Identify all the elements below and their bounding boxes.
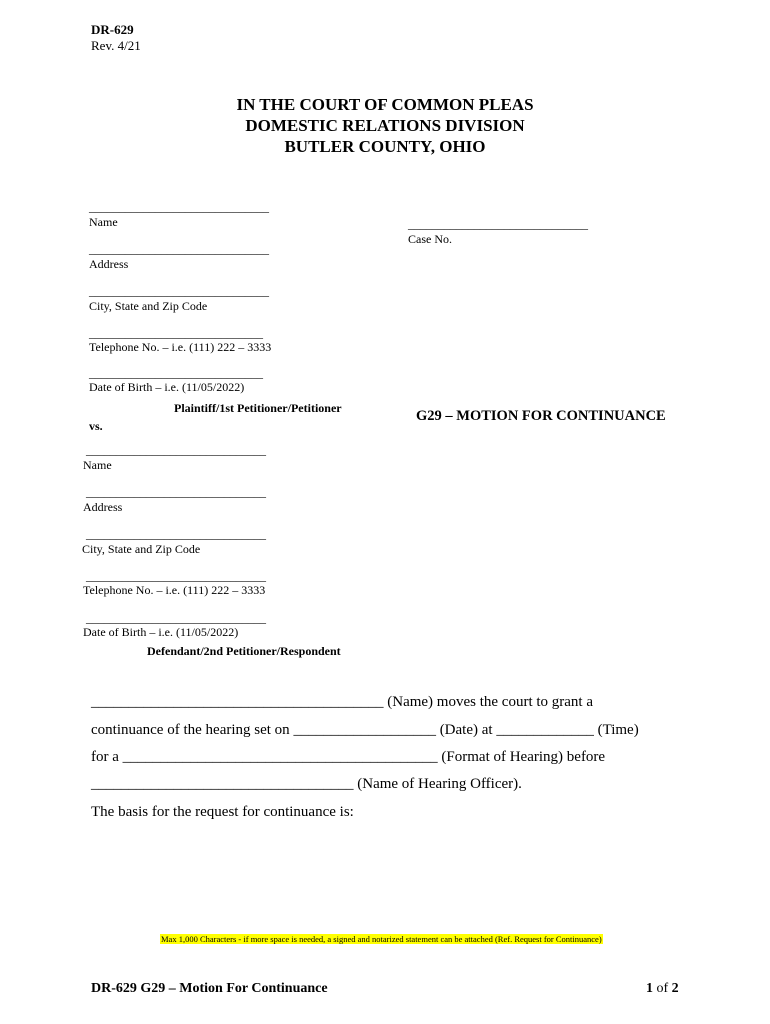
plaintiff-role-label: Plaintiff/1st Petitioner/Petitioner	[174, 401, 342, 415]
plaintiff-city-field[interactable]: ______________________________	[89, 284, 269, 298]
case-number-label: Case No.	[408, 232, 452, 246]
motion-line-3	[91, 749, 605, 766]
movant-name-field[interactable]: _______________________________________	[91, 694, 384, 710]
plaintiff-address-field[interactable]: ______________________________	[89, 242, 269, 256]
revision-date: Rev. 4/21	[91, 38, 141, 53]
court-title-line1: IN THE COURT OF COMMON PLEAS	[236, 95, 534, 114]
defendant-dob-field[interactable]: ______________________________	[86, 611, 266, 625]
page-total: 2	[671, 981, 679, 996]
plaintiff-dob-label: Date of Birth – i.e. (11/05/2022)	[89, 380, 245, 394]
motion-title: G29 – MOTION FOR CONTINUANCE	[416, 408, 666, 424]
hearing-officer-field[interactable]: ___________________________________	[91, 776, 354, 792]
defendant-address-field[interactable]: ______________________________	[86, 485, 266, 499]
defendant-phone-label: Telephone No. – i.e. (111) 222 – 3333	[83, 583, 266, 597]
plaintiff-city-label: City, State and Zip Code	[89, 299, 208, 313]
hearing-date-field[interactable]: ___________________	[293, 722, 436, 738]
character-limit-notice: Max 1,000 Characters - if more space is needed, a signed and notarized statement can be attached (Ref. Request for Continuance)	[161, 934, 602, 944]
defendant-name-label: Name	[83, 458, 112, 472]
motion-line-4	[91, 776, 522, 793]
motion-line-2-text-a: continuance of the hearing set on	[91, 722, 294, 738]
page-of-text: of	[653, 981, 672, 996]
defendant-city-label: City, State and Zip Code	[82, 542, 201, 556]
court-title-line2: DOMESTIC RELATIONS DIVISION	[245, 116, 525, 135]
motion-line-2-text-b: (Date) at	[435, 722, 497, 738]
motion-line-3-text-b: (Format of Hearing) before	[437, 749, 606, 765]
plaintiff-name-field[interactable]: ______________________________	[89, 200, 269, 214]
motion-line-1	[91, 694, 593, 711]
plaintiff-address-label: Address	[89, 257, 129, 271]
case-number-field[interactable]: ______________________________	[408, 217, 588, 231]
hearing-time-field[interactable]: _____________	[496, 722, 594, 738]
footer-form-title: DR-629 G29 – Motion For Continuance	[91, 981, 328, 996]
court-title-line3: BUTLER COUNTY, OHIO	[284, 137, 486, 156]
defendant-name-field[interactable]: ______________________________	[86, 443, 266, 457]
motion-line-3-text-a: for a	[91, 749, 123, 765]
form-number: DR-629	[91, 22, 134, 37]
page-current: 1	[646, 981, 653, 996]
plaintiff-phone-field[interactable]: _____________________________	[89, 326, 263, 340]
plaintiff-phone-label: Telephone No. – i.e. (111) 222 – 3333	[89, 340, 272, 354]
motion-line-2-text-c: (Time)	[593, 722, 639, 738]
plaintiff-name-label: Name	[89, 215, 118, 229]
motion-line-4-text: (Name of Hearing Officer).	[353, 776, 522, 792]
motion-line-2	[91, 722, 639, 739]
plaintiff-dob-field[interactable]: _____________________________	[89, 366, 263, 380]
defendant-role-label: Defendant/2nd Petitioner/Respondent	[147, 644, 341, 658]
defendant-address-label: Address	[83, 500, 123, 514]
hearing-format-field[interactable]: __________________________________________	[122, 749, 438, 765]
basis-label: The basis for the request for continuance is:	[91, 804, 354, 820]
defendant-dob-label: Date of Birth – i.e. (11/05/2022)	[83, 625, 239, 639]
defendant-phone-field[interactable]: ______________________________	[86, 569, 266, 583]
basis-text-area[interactable]	[91, 828, 681, 928]
defendant-city-field[interactable]: ______________________________	[86, 527, 266, 541]
motion-line-1-text: (Name) moves the court to grant a	[383, 694, 594, 710]
versus-label: vs.	[89, 419, 103, 433]
page-number	[646, 981, 679, 997]
